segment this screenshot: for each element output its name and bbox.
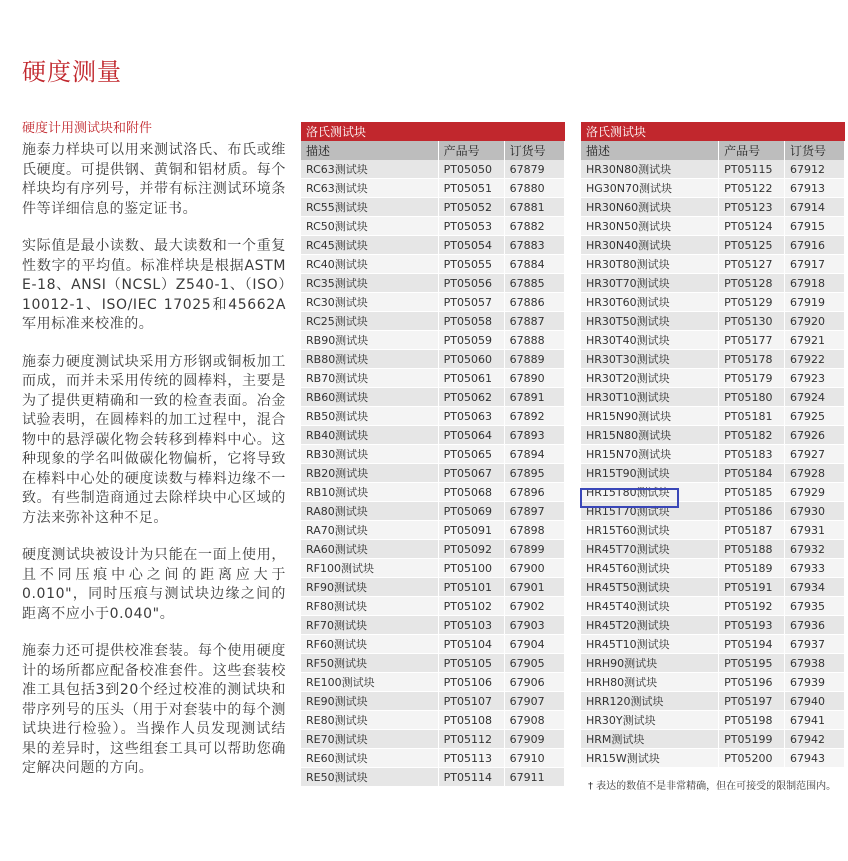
table-row — [581, 312, 845, 331]
cell-product-no: PT05196 — [719, 673, 785, 692]
cell-description: HR30N60测试块 — [581, 198, 719, 217]
cell-order-no: 67926 — [784, 426, 844, 445]
cell-product-no: PT05113 — [438, 749, 504, 768]
cell-description: HR45T40测试块 — [581, 597, 719, 616]
table-row — [301, 692, 565, 711]
cell-product-no: PT05127 — [719, 255, 785, 274]
table-row — [301, 217, 565, 236]
cell-description: HR15W测试块 — [581, 749, 719, 768]
table-row — [301, 331, 565, 350]
cell-product-no: PT05194 — [719, 635, 785, 654]
cell-description: HR30N80测试块 — [581, 160, 719, 179]
cell-description: RB20测试块 — [301, 464, 438, 483]
cell-product-no: PT05060 — [438, 350, 504, 369]
cell-product-no: PT05059 — [438, 331, 504, 350]
table-row — [581, 692, 845, 711]
cell-product-no: PT05115 — [719, 160, 785, 179]
cell-product-no: PT05051 — [438, 179, 504, 198]
cell-product-no: PT05191 — [719, 578, 785, 597]
table-row — [301, 711, 565, 730]
cell-order-no: 67890 — [504, 369, 564, 388]
cell-product-no: PT05187 — [719, 521, 785, 540]
table-row — [301, 597, 565, 616]
cell-order-no: 67907 — [504, 692, 564, 711]
cell-description: RF60测试块 — [301, 635, 438, 654]
cell-description: HR30T20测试块 — [581, 369, 719, 388]
cell-product-no: PT05200 — [719, 749, 785, 768]
table-row — [581, 293, 845, 312]
cell-order-no: 67891 — [504, 388, 564, 407]
table-row — [581, 635, 845, 654]
cell-description: HRH80测试块 — [581, 673, 719, 692]
cell-order-no: 67924 — [784, 388, 844, 407]
table-row — [581, 445, 845, 464]
cell-product-no: PT05061 — [438, 369, 504, 388]
cell-description: HR45T50测试块 — [581, 578, 719, 597]
table-row — [301, 179, 565, 198]
table-row — [301, 768, 565, 787]
cell-order-no: 67886 — [504, 293, 564, 312]
cell-description: RB60测试块 — [301, 388, 438, 407]
cell-description: RB10测试块 — [301, 483, 438, 502]
cell-description: RA80测试块 — [301, 502, 438, 521]
cell-product-no: PT05185 — [719, 483, 785, 502]
table-row — [301, 578, 565, 597]
table-row — [581, 274, 845, 293]
table-footnote: † 表达的数值不是非常精确，但在可接受的限制范围内。 — [588, 781, 837, 792]
table-row — [301, 160, 565, 179]
cell-product-no: PT05107 — [438, 692, 504, 711]
table-row — [301, 445, 565, 464]
cell-product-no: PT05180 — [719, 388, 785, 407]
cell-order-no: 67930 — [784, 502, 844, 521]
table-row — [301, 369, 565, 388]
cell-product-no: PT05182 — [719, 426, 785, 445]
table-row — [301, 749, 565, 768]
cell-product-no: PT05114 — [438, 768, 504, 787]
cell-order-no: 67918 — [784, 274, 844, 293]
column-header-description: 描述 — [581, 141, 719, 160]
table-row — [581, 597, 845, 616]
cell-order-no: 67941 — [784, 711, 844, 730]
table-row — [301, 654, 565, 673]
cell-order-no: 67883 — [504, 236, 564, 255]
cell-description: HR30N40测试块 — [581, 236, 719, 255]
cell-order-no: 67899 — [504, 540, 564, 559]
cell-order-no: 67906 — [504, 673, 564, 692]
cell-order-no: 67922 — [784, 350, 844, 369]
cell-order-no: 67914 — [784, 198, 844, 217]
cell-description: HR45T60测试块 — [581, 559, 719, 578]
cell-order-no: 67880 — [504, 179, 564, 198]
cell-description: HR15T60测试块 — [581, 521, 719, 540]
paragraph-5: 施泰力还可提供校准套装。每个使用硬度计的场所都应配备校准套件。这些套装校准工具包括3到20个经过校准的测试块和带序列号的压头（用于对套装中的每个测试块进行检验）。当操作人员发现测试结果的差异时，这些组套工具可以帮助您确定解决问题的方向。 — [22, 643, 286, 776]
cell-description: RC25测试块 — [301, 312, 438, 331]
cell-description: HR30T10测试块 — [581, 388, 719, 407]
cell-order-no: 67917 — [784, 255, 844, 274]
cell-order-no: 67892 — [504, 407, 564, 426]
cell-product-no: PT05052 — [438, 198, 504, 217]
table-row — [301, 635, 565, 654]
cell-product-no: PT05178 — [719, 350, 785, 369]
cell-description: RE100测试块 — [301, 673, 438, 692]
cell-description: HR45T70测试块 — [581, 540, 719, 559]
cell-product-no: PT05183 — [719, 445, 785, 464]
cell-order-no: 67928 — [784, 464, 844, 483]
table-row — [581, 236, 845, 255]
table-row — [301, 198, 565, 217]
table-row — [301, 540, 565, 559]
cell-order-no: 67939 — [784, 673, 844, 692]
cell-description: RB70测试块 — [301, 369, 438, 388]
cell-order-no: 67904 — [504, 635, 564, 654]
cell-description: HR30N50测试块 — [581, 217, 719, 236]
cell-description: HR45T20测试块 — [581, 616, 719, 635]
table-row — [581, 540, 845, 559]
rockwell-table-right — [581, 122, 845, 768]
cell-product-no: PT05050 — [438, 160, 504, 179]
cell-order-no: 67887 — [504, 312, 564, 331]
cell-product-no: PT05063 — [438, 407, 504, 426]
table-row — [301, 236, 565, 255]
cell-order-no: 67937 — [784, 635, 844, 654]
cell-description: RC50测试块 — [301, 217, 438, 236]
table-row — [301, 502, 565, 521]
cell-description: RE50测试块 — [301, 768, 438, 787]
cell-product-no: PT05179 — [719, 369, 785, 388]
cell-product-no: PT05192 — [719, 597, 785, 616]
cell-product-no: PT05112 — [438, 730, 504, 749]
cell-order-no: 67882 — [504, 217, 564, 236]
cell-order-no: 67903 — [504, 616, 564, 635]
intro-text — [22, 141, 286, 797]
cell-order-no: 67913 — [784, 179, 844, 198]
paragraph-3: 施泰力硬度测试块采用方形钢或铜板加工而成，而并未采用传统的圆棒料，主要是为了提供更精确和一致的检查表面。冶金试验表明，在圆棒料的加工过程中，混合物中的悬浮碳化物会转移到棒料中心。这种现象的学名叫做碳化物偏析，它将导致在棒料中心处的硬度读数与棒料边缘不一致。有些制造商通过去除样块中心区域的方法来弥补这种不足。 — [22, 353, 286, 526]
cell-description: RC35测试块 — [301, 274, 438, 293]
cell-product-no: PT05068 — [438, 483, 504, 502]
cell-description: HR30T80测试块 — [581, 255, 719, 274]
table-row — [581, 730, 845, 749]
cell-description: RB80测试块 — [301, 350, 438, 369]
cell-order-no: 67931 — [784, 521, 844, 540]
table-row — [301, 388, 565, 407]
cell-description: RC30测试块 — [301, 293, 438, 312]
cell-description: RC63测试块 — [301, 179, 438, 198]
table-row — [581, 521, 845, 540]
cell-product-no: PT05188 — [719, 540, 785, 559]
cell-order-no: 67902 — [504, 597, 564, 616]
cell-product-no: PT05124 — [719, 217, 785, 236]
cell-description: RF100测试块 — [301, 559, 438, 578]
cell-product-no: PT05177 — [719, 331, 785, 350]
cell-order-no: 67942 — [784, 730, 844, 749]
column-header-order-no: 订货号 — [504, 141, 564, 160]
table-row — [581, 407, 845, 426]
table-row — [581, 559, 845, 578]
cell-order-no: 67900 — [504, 559, 564, 578]
paragraph-2: 实际值是最小读数、最大读数和一个重复性数字的平均值。标准样块是根据ASTM E-18、ANSI（NCSL）Z540-1、（ISO）10012-1、ISO/IEC 17025和45662A军用标准来校准的。 — [22, 238, 286, 332]
cell-order-no: 67897 — [504, 502, 564, 521]
table-caption: 洛氏测试块 — [581, 122, 845, 141]
table-row — [581, 217, 845, 236]
cell-product-no: PT05193 — [719, 616, 785, 635]
cell-order-no: 67908 — [504, 711, 564, 730]
cell-product-no: PT05102 — [438, 597, 504, 616]
table-row — [581, 369, 845, 388]
table-row — [301, 483, 565, 502]
table-row — [581, 160, 845, 179]
cell-order-no: 67932 — [784, 540, 844, 559]
cell-description: RB40测试块 — [301, 426, 438, 445]
cell-description: RC45测试块 — [301, 236, 438, 255]
table-row — [301, 673, 565, 692]
cell-product-no: PT05123 — [719, 198, 785, 217]
table-row — [301, 274, 565, 293]
cell-product-no: PT05199 — [719, 730, 785, 749]
table-row — [301, 350, 565, 369]
cell-order-no: 67934 — [784, 578, 844, 597]
cell-description: HR15N70测试块 — [581, 445, 719, 464]
cell-order-no: 67893 — [504, 426, 564, 445]
table-row — [581, 255, 845, 274]
table-row — [581, 673, 845, 692]
cell-description: HR45T10测试块 — [581, 635, 719, 654]
cell-product-no: PT05062 — [438, 388, 504, 407]
table-row — [301, 559, 565, 578]
cell-product-no: PT05130 — [719, 312, 785, 331]
cell-order-no: 67898 — [504, 521, 564, 540]
cell-order-no: 67885 — [504, 274, 564, 293]
cell-description: RB90测试块 — [301, 331, 438, 350]
cell-description: RC40测试块 — [301, 255, 438, 274]
cell-product-no: PT05065 — [438, 445, 504, 464]
cell-product-no: PT05129 — [719, 293, 785, 312]
table-row — [581, 426, 845, 445]
table-row — [301, 464, 565, 483]
cell-description: HR30T40测试块 — [581, 331, 719, 350]
cell-product-no: PT05184 — [719, 464, 785, 483]
cell-order-no: 67935 — [784, 597, 844, 616]
cell-order-no: 67901 — [504, 578, 564, 597]
cell-order-no: 67923 — [784, 369, 844, 388]
table-row — [301, 616, 565, 635]
cell-order-no: 67894 — [504, 445, 564, 464]
table-row — [301, 521, 565, 540]
cell-order-no: 67916 — [784, 236, 844, 255]
page-title: 硬度测量 — [22, 58, 122, 86]
cell-description: RF70测试块 — [301, 616, 438, 635]
column-header-product-no: 产品号 — [438, 141, 504, 160]
table-caption: 洛氏测试块 — [301, 122, 565, 141]
section-subheading: 硬度计用测试块和附件 — [22, 121, 153, 136]
cell-product-no: PT05055 — [438, 255, 504, 274]
cell-order-no: 67940 — [784, 692, 844, 711]
cell-description: RB30测试块 — [301, 445, 438, 464]
cell-description: HR30Y测试块 — [581, 711, 719, 730]
column-header-order-no: 订货号 — [784, 141, 844, 160]
cell-description: RE70测试块 — [301, 730, 438, 749]
cell-description: HR30T60测试块 — [581, 293, 719, 312]
cell-order-no: 67889 — [504, 350, 564, 369]
cell-product-no: PT05128 — [719, 274, 785, 293]
cell-product-no: PT05106 — [438, 673, 504, 692]
cell-description: RE90测试块 — [301, 692, 438, 711]
cell-product-no: PT05100 — [438, 559, 504, 578]
cell-product-no: PT05067 — [438, 464, 504, 483]
cell-product-no: PT05108 — [438, 711, 504, 730]
cell-order-no: 67936 — [784, 616, 844, 635]
cell-product-no: PT05122 — [719, 179, 785, 198]
cell-description: HR15N80测试块 — [581, 426, 719, 445]
cell-description: HRR120测试块 — [581, 692, 719, 711]
table-row — [581, 331, 845, 350]
cell-description: HRH90测试块 — [581, 654, 719, 673]
cell-description: HR15T90测试块 — [581, 464, 719, 483]
cell-product-no: PT05104 — [438, 635, 504, 654]
cell-description: RF90测试块 — [301, 578, 438, 597]
table-row — [301, 312, 565, 331]
table-row — [581, 711, 845, 730]
cell-product-no: PT05069 — [438, 502, 504, 521]
cell-product-no: PT05058 — [438, 312, 504, 331]
cell-description: RB50测试块 — [301, 407, 438, 426]
table-row — [301, 730, 565, 749]
cell-order-no: 67879 — [504, 160, 564, 179]
cell-order-no: 67909 — [504, 730, 564, 749]
table-row — [581, 388, 845, 407]
table-row — [581, 350, 845, 369]
rockwell-table-left — [301, 122, 565, 787]
cell-order-no: 67912 — [784, 160, 844, 179]
cell-description: RE80测试块 — [301, 711, 438, 730]
column-header-description: 描述 — [301, 141, 438, 160]
cell-order-no: 67933 — [784, 559, 844, 578]
cell-description: RA60测试块 — [301, 540, 438, 559]
table-row — [581, 198, 845, 217]
table-row — [301, 255, 565, 274]
cell-description: RE60测试块 — [301, 749, 438, 768]
cell-product-no: PT05198 — [719, 711, 785, 730]
table-row — [581, 654, 845, 673]
selection-highlight-box — [580, 488, 679, 508]
cell-order-no: 67888 — [504, 331, 564, 350]
cell-description: HR15T70测试块 — [581, 502, 719, 521]
table-row — [301, 426, 565, 445]
cell-product-no: PT05125 — [719, 236, 785, 255]
cell-description: HRM测试块 — [581, 730, 719, 749]
cell-product-no: PT05103 — [438, 616, 504, 635]
cell-order-no: 67919 — [784, 293, 844, 312]
cell-order-no: 67915 — [784, 217, 844, 236]
cell-description: RF80测试块 — [301, 597, 438, 616]
table-row — [581, 464, 845, 483]
cell-product-no: PT05186 — [719, 502, 785, 521]
cell-description: RA70测试块 — [301, 521, 438, 540]
cell-product-no: PT05064 — [438, 426, 504, 445]
table-row — [581, 749, 845, 768]
cell-order-no: 67920 — [784, 312, 844, 331]
cell-order-no: 67927 — [784, 445, 844, 464]
cell-product-no: PT05053 — [438, 217, 504, 236]
cell-product-no: PT05054 — [438, 236, 504, 255]
cell-product-no: PT05181 — [719, 407, 785, 426]
paragraph-1: 施泰力样块可以用来测试洛氏、布氏或维氏硬度。可提供钢、黄铜和铝材质。每个样块均有序列号，并带有标注测试环境条件等详细信息的鉴定证书。 — [22, 142, 286, 217]
paragraph-4: 硬度测试块被设计为只能在一面上使用，且不同压痕中心之间的距离应大于0.010"，同时压痕与测试块边缘之间的距离不应小于0.040"。 — [22, 547, 286, 622]
cell-product-no: PT05092 — [438, 540, 504, 559]
cell-product-no: PT05105 — [438, 654, 504, 673]
cell-description: HG30N70测试块 — [581, 179, 719, 198]
cell-order-no: 67881 — [504, 198, 564, 217]
cell-order-no: 67929 — [784, 483, 844, 502]
cell-description: HR30T50测试块 — [581, 312, 719, 331]
column-header-product-no: 产品号 — [719, 141, 785, 160]
cell-description: RC63测试块 — [301, 160, 438, 179]
cell-description: HR15N90测试块 — [581, 407, 719, 426]
cell-order-no: 67910 — [504, 749, 564, 768]
cell-order-no: 67943 — [784, 749, 844, 768]
cell-order-no: 67925 — [784, 407, 844, 426]
cell-order-no: 67905 — [504, 654, 564, 673]
cell-product-no: PT05057 — [438, 293, 504, 312]
cell-description: RC55测试块 — [301, 198, 438, 217]
cell-order-no: 67911 — [504, 768, 564, 787]
cell-product-no: PT05197 — [719, 692, 785, 711]
cell-product-no: PT05091 — [438, 521, 504, 540]
cell-description: RF50测试块 — [301, 654, 438, 673]
cell-product-no: PT05101 — [438, 578, 504, 597]
cell-order-no: 67895 — [504, 464, 564, 483]
cell-order-no: 67896 — [504, 483, 564, 502]
table-row — [581, 179, 845, 198]
cell-order-no: 67884 — [504, 255, 564, 274]
table-row — [301, 293, 565, 312]
table-row — [581, 616, 845, 635]
cell-product-no: PT05195 — [719, 654, 785, 673]
cell-product-no: PT05056 — [438, 274, 504, 293]
cell-description: HR15T80测试块 — [581, 483, 719, 502]
cell-order-no: 67938 — [784, 654, 844, 673]
table-row — [301, 407, 565, 426]
cell-order-no: 67921 — [784, 331, 844, 350]
cell-product-no: PT05189 — [719, 559, 785, 578]
table-row — [581, 578, 845, 597]
cell-description: HR30T70测试块 — [581, 274, 719, 293]
cell-description: HR30T30测试块 — [581, 350, 719, 369]
